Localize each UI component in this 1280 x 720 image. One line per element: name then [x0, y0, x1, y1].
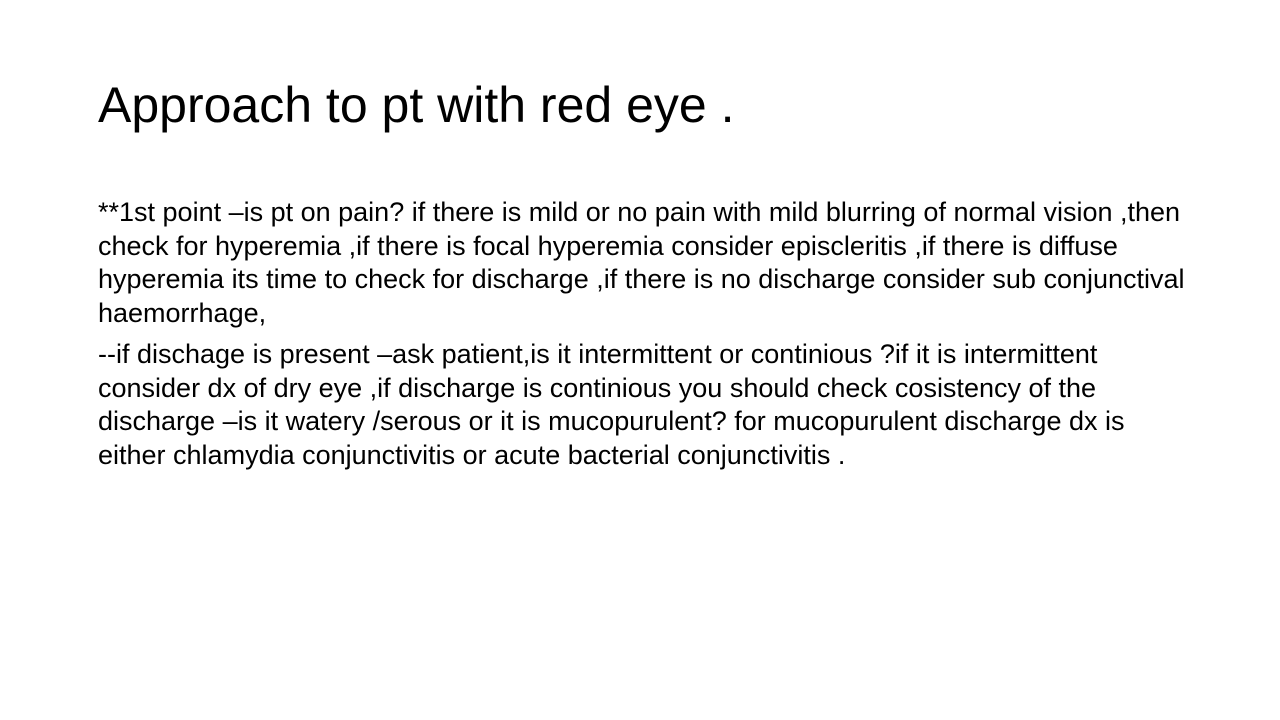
- body-paragraph-pain-point: **1st point –is pt on pain? if there is mild or no pain with mild blurring of normal vision ,then check for hyperemia ,if there is focal hyperemia consider episcleritis ,if there is diffuse hyperemia its time to check for discharge ,if there is no discharge consider sub conjunctival haemorrhage,: [98, 197, 1185, 328]
- slide-title: Approach to pt with red eye .: [98, 77, 735, 133]
- body-paragraph-discharge-point: --if dischage is present –ask patient,is it intermittent or continious ?if it is intermittent consider dx of dry eye ,if discharge is continious you should check cosistency of the discharge –is it watery /serous or it is mucopurulent? for mucopurulent discharge dx is either chlamydia conjunctivitis or acute bacterial conjunctivitis .: [98, 339, 1125, 470]
- slide-body: [98, 196, 1188, 472]
